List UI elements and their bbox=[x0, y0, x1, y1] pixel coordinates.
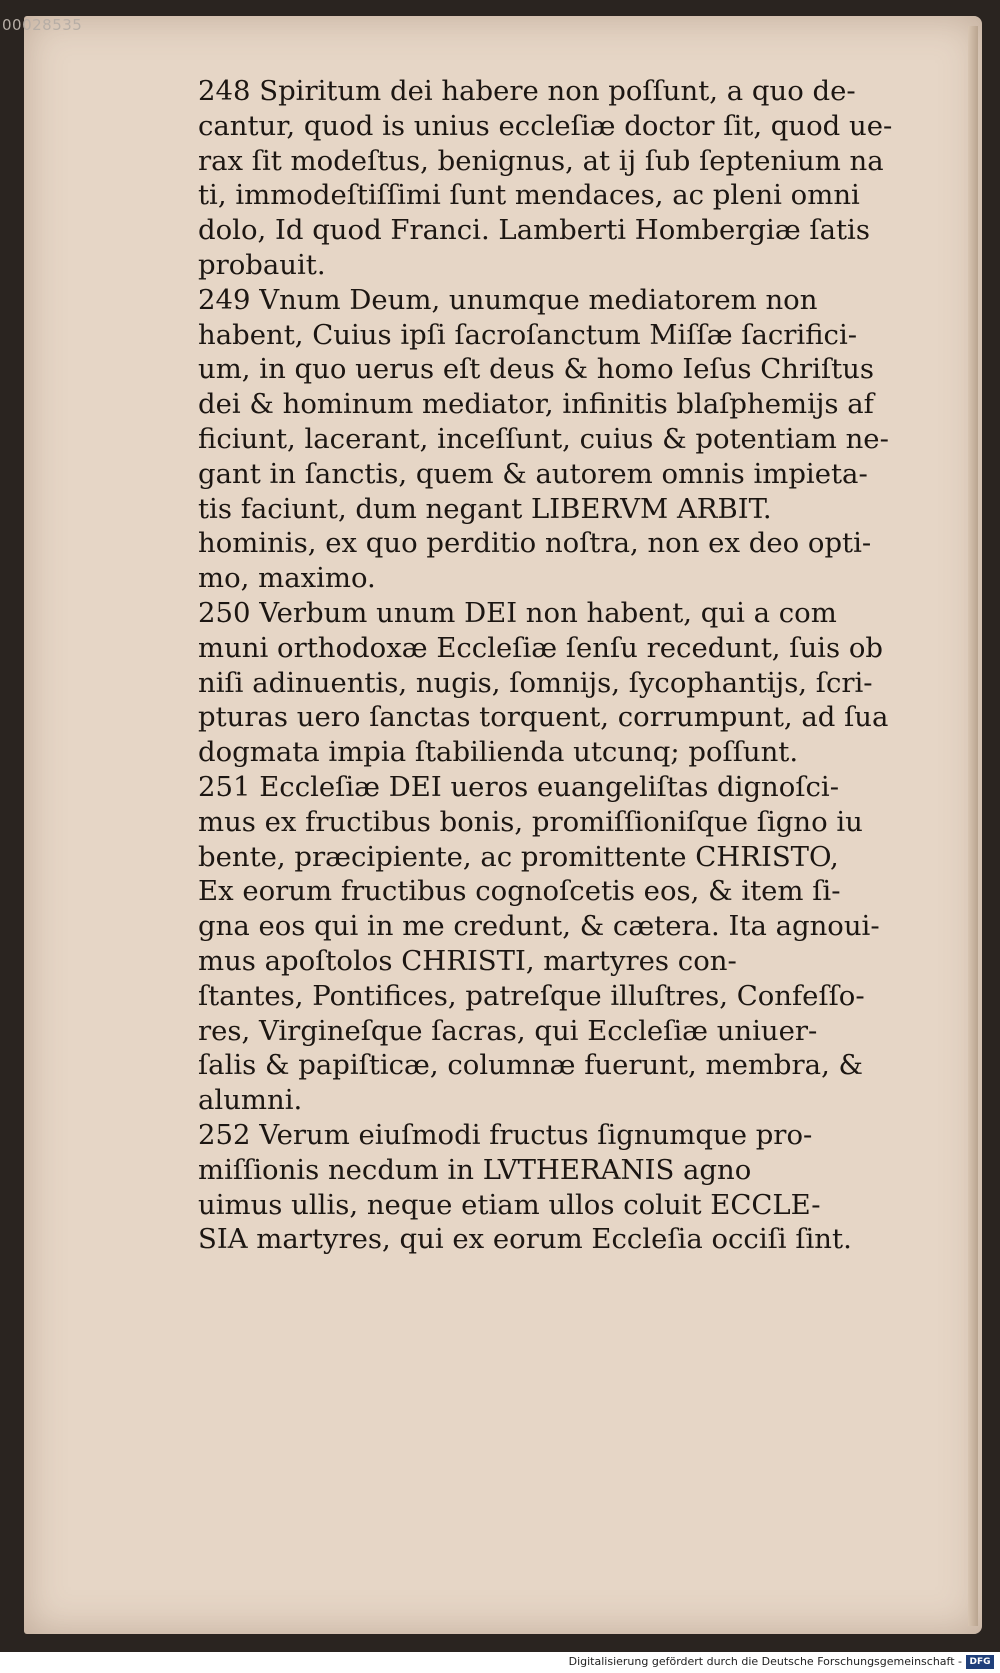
text-line: gant in ſanctis, quem & autorem omnis impieta- bbox=[198, 457, 868, 490]
text-line: habent, Cuius ipſi ſacroſanctum Miſſæ ſacrifici- bbox=[198, 318, 858, 351]
footer-bar bbox=[0, 1652, 1000, 1673]
text-line: um, in quo uerus eſt deus & homo Ieſus Chriſtus bbox=[198, 353, 875, 386]
text-line: mus apoſtolos CHRISTI, martyres con- bbox=[198, 944, 737, 977]
text-line: 252 Verum eiuſmodi fructus ſignumque pro- bbox=[198, 1118, 813, 1151]
text-line: muni orthodoxæ Eccleſiæ ſenſu recedunt, ſuis ob bbox=[198, 631, 883, 664]
text-line: rax ſit modeſtus, benignus, at ij ſub ſeptenium na bbox=[198, 144, 884, 177]
text-line: uimus ullis, neque etiam ullos coluit ECCLE- bbox=[198, 1188, 821, 1221]
scan-id: 00028535 bbox=[2, 16, 83, 34]
text-line: ſalis & papiſticæ, columnæ fuerunt, membra, & bbox=[198, 1049, 864, 1082]
text-line: SIA martyres, qui ex eorum Eccleſia occiſi ſint. bbox=[198, 1223, 852, 1256]
text-line: res, Virgineſque ſacras, qui Eccleſiæ uniuer- bbox=[198, 1014, 818, 1047]
text-line: 249 Vnum Deum, unumque mediatorem non bbox=[198, 283, 818, 316]
page-text bbox=[198, 74, 940, 1257]
text-line: probauit. bbox=[198, 248, 326, 281]
text-line: 250 Verbum unum DEI non habent, qui a com bbox=[198, 596, 837, 629]
text-line: mus ex fructibus bonis, promiſſioniſque ſigno iu bbox=[198, 805, 863, 838]
page-edge bbox=[968, 26, 978, 1626]
text-line: ſtantes, Pontifices, patreſque illuſtres, Confeſſo- bbox=[198, 979, 865, 1012]
text-line: ficiunt, lacerant, inceſſunt, cuius & potentiam ne- bbox=[198, 422, 889, 455]
text-line: hominis, ex quo perditio noſtra, non ex deo opti- bbox=[198, 527, 872, 560]
text-line: alumni. bbox=[198, 1084, 303, 1117]
text-line: cantur, quod is unius eccleſiæ doctor ſit, quod ue- bbox=[198, 109, 893, 142]
text-line: 248 Spiritum dei habere non poſſunt, a quo de- bbox=[198, 75, 856, 107]
text-line: tis faciunt, dum negant LIBERVM ARBIT. bbox=[198, 492, 772, 525]
text-line: mo, maximo. bbox=[198, 562, 376, 595]
text-line: miſſionis necdum in LVTHERANIS agno bbox=[198, 1153, 752, 1186]
dfg-logo: DFG bbox=[966, 1655, 994, 1669]
funding-credit: Digitalisierung gefördert durch die Deutsche Forschungsgemeinschaft - bbox=[568, 1655, 962, 1668]
text-line: niſi adinuentis, nugis, ſomnijs, ſycophantijs, ſcri- bbox=[198, 666, 873, 699]
text-line: 251 Eccleſiæ DEI ueros euangeliſtas dignoſci- bbox=[198, 770, 839, 803]
text-line: dogmata impia ſtabilienda utcunq; poſſunt. bbox=[198, 736, 799, 769]
text-line: pturas uero ſanctas torquent, corrumpunt, ad ſua bbox=[198, 701, 889, 734]
text-line: dei & hominum mediator, infinitis blaſphemijs af bbox=[198, 388, 874, 421]
text-line: dolo, Id quod Franci. Lamberti Hombergiæ ſatis bbox=[198, 214, 870, 247]
text-line: ti, immodeſtiſſimi ſunt mendaces, ac pleni omni bbox=[198, 179, 860, 212]
text-line: bente, præcipiente, ac promittente CHRISTO, bbox=[198, 840, 839, 873]
text-line: Ex eorum fructibus cognoſcetis eos, & item ſi- bbox=[198, 875, 841, 908]
text-line: gna eos qui in me credunt, & cætera. Ita agnoui- bbox=[198, 910, 880, 943]
